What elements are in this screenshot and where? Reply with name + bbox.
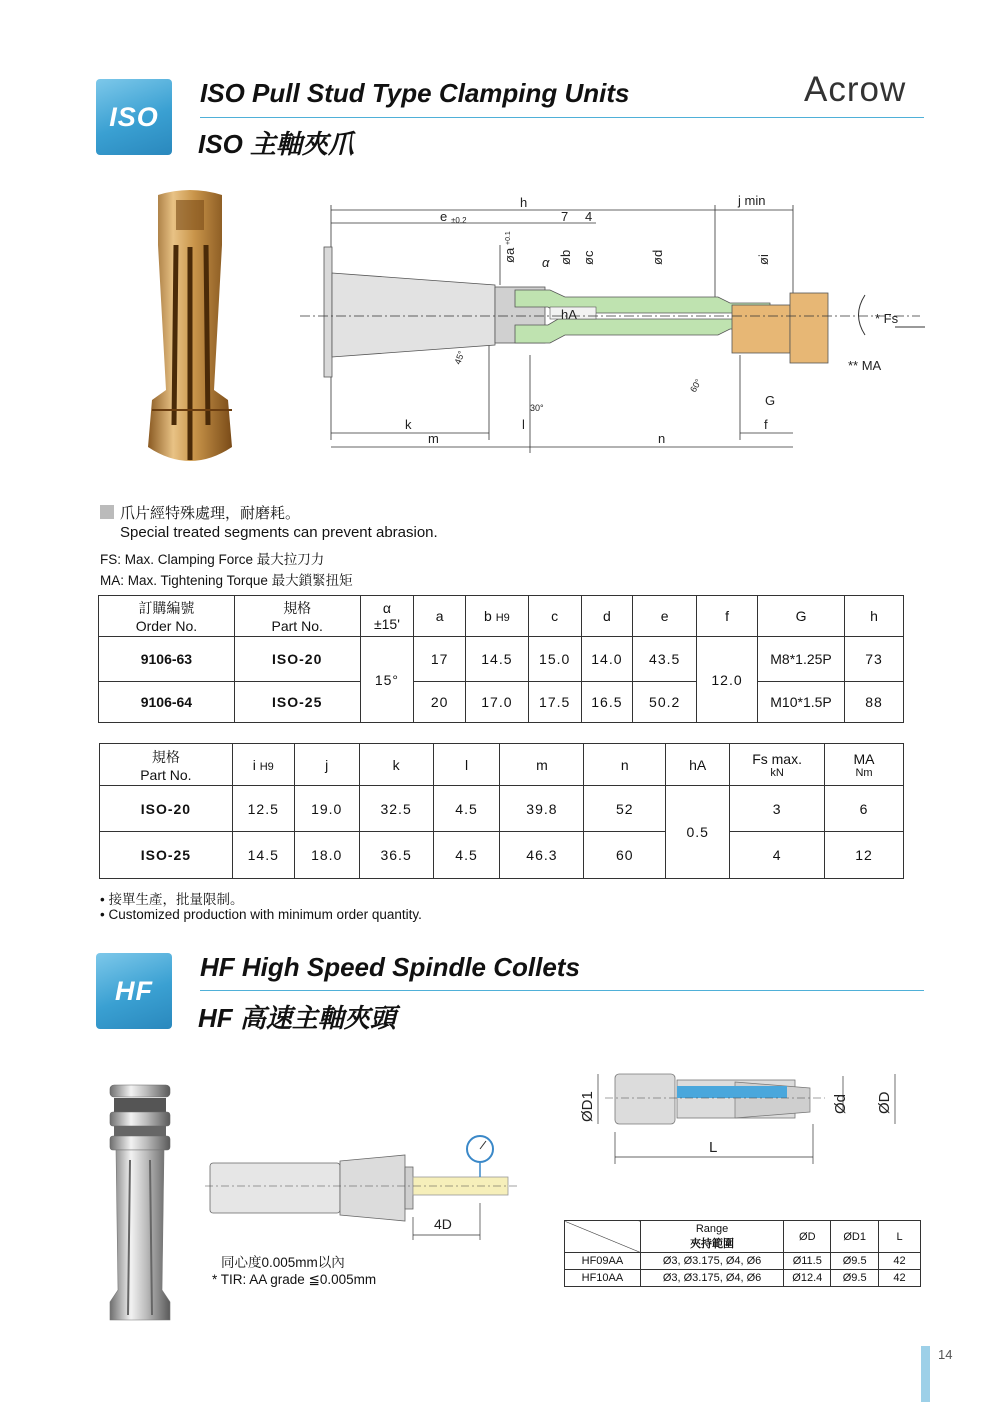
cell-order: 9106-63 xyxy=(99,637,235,682)
svg-text:ØD1: ØD1 xyxy=(579,1091,596,1122)
hf-title-en: HF High Speed Spindle Collets xyxy=(200,952,580,982)
th-j: j xyxy=(294,744,359,786)
th-fs: Fs max. kN xyxy=(730,744,825,786)
hf-th-od1: ØD1 xyxy=(831,1221,879,1253)
cell-n: 60 xyxy=(584,832,666,879)
svg-text:* Fs: * Fs xyxy=(875,311,899,326)
th-part: 規格 Part No. xyxy=(234,596,360,637)
cell-ma: 6 xyxy=(825,786,904,832)
cell-b: 17.0 xyxy=(465,682,528,723)
svg-text:L: L xyxy=(709,1139,718,1156)
cell-k: 36.5 xyxy=(359,832,433,879)
hf-collet-photo xyxy=(100,1080,180,1325)
svg-text:l: l xyxy=(522,417,525,432)
th-ma: MA Nm xyxy=(825,744,904,786)
th-a: a xyxy=(414,596,466,637)
brand-logo: Acrow xyxy=(804,70,907,109)
table-row xyxy=(565,1253,921,1270)
svg-text:Ød: Ød xyxy=(832,1093,849,1114)
bullet-square xyxy=(100,505,114,519)
svg-text:ød: ød xyxy=(650,249,665,265)
cell-e: 43.5 xyxy=(633,637,697,682)
svg-text:+0.1: +0.1 xyxy=(505,231,512,245)
cell-b: 14.5 xyxy=(465,637,528,682)
svg-text:h: h xyxy=(520,195,528,210)
hf-title-zh: HF 高速主軸夾頭 xyxy=(198,1003,396,1033)
iso-title-en: ISO Pull Stud Type Clamping Units xyxy=(200,78,630,108)
svg-text:e: e xyxy=(440,209,448,224)
hf-th-od: ØD xyxy=(784,1221,831,1253)
cell-h: 73 xyxy=(845,637,904,682)
fs-definition: FS: Max. Clamping Force 最大拉刀力 xyxy=(100,552,325,567)
svg-text:60°: 60° xyxy=(688,377,704,394)
cell-part: ISO-20 xyxy=(100,786,233,832)
table-row xyxy=(565,1270,921,1287)
cell-ma: 12 xyxy=(825,832,904,879)
cell-model: HF10AA xyxy=(565,1270,641,1287)
cell-e: 50.2 xyxy=(633,682,697,723)
th-alpha: α ±15' xyxy=(360,596,414,637)
cell-od1: Ø9.5 xyxy=(831,1253,879,1270)
th-order: 訂購編號 Order No. xyxy=(99,596,235,637)
page-number: 14 xyxy=(938,1347,953,1362)
cell-range: Ø3, Ø3.175, Ø4, Ø6 xyxy=(640,1270,783,1287)
cell-k: 32.5 xyxy=(359,786,433,832)
cell-c: 15.0 xyxy=(528,637,581,682)
hf-th-l: L xyxy=(879,1221,921,1253)
cell-g: M8*1.25P xyxy=(757,637,844,682)
table-row xyxy=(100,786,904,832)
cell-l: 42 xyxy=(879,1270,921,1287)
iso-title-rule xyxy=(200,117,924,118)
th-ha: hA xyxy=(666,744,730,786)
feature-zh: 爪片經特殊處理，耐磨耗。 xyxy=(120,505,301,522)
svg-text:øb: øb xyxy=(558,249,573,265)
hf-table-header-row xyxy=(565,1221,921,1253)
iso-collet-photo xyxy=(128,185,253,475)
th-h: h xyxy=(845,596,904,637)
cell-a: 17 xyxy=(414,637,466,682)
table-row xyxy=(99,682,904,723)
cell-l: 42 xyxy=(879,1253,921,1270)
svg-text:4D: 4D xyxy=(434,1216,452,1232)
svg-text:7: 7 xyxy=(561,209,569,224)
th-n: n xyxy=(584,744,666,786)
iso-title-zh: ISO 主軸夾爪 xyxy=(198,129,355,159)
svg-text:ØD: ØD xyxy=(876,1091,893,1114)
cell-i: 14.5 xyxy=(232,832,294,879)
iso-badge: ISO xyxy=(96,79,172,155)
hf-badge: HF xyxy=(96,953,172,1029)
cell-d: 16.5 xyxy=(581,682,633,723)
th-part: 規格 Part No. xyxy=(100,744,233,786)
cell-d: 14.0 xyxy=(581,637,633,682)
hf-table xyxy=(564,1220,921,1287)
cell-od: Ø11.5 xyxy=(784,1253,831,1270)
svg-text:m: m xyxy=(428,431,439,446)
svg-text:øa: øa xyxy=(502,247,517,263)
cell-alpha: 15° xyxy=(360,637,414,723)
table-row xyxy=(99,637,904,682)
table1-header-row xyxy=(99,596,904,637)
cell-m: 46.3 xyxy=(500,832,584,879)
hf-dim-drawing xyxy=(565,1062,905,1172)
table2-header-row xyxy=(100,744,904,786)
hf-title-rule xyxy=(200,990,924,991)
cell-c: 17.5 xyxy=(528,682,581,723)
cell-ha: 0.5 xyxy=(666,786,730,879)
cell-fs: 3 xyxy=(730,786,825,832)
cell-j: 19.0 xyxy=(294,786,359,832)
tir-zh: 同心度0.005mm以內 xyxy=(221,1255,345,1270)
th-m: m xyxy=(500,744,584,786)
svg-text:±0.2: ±0.2 xyxy=(451,216,467,225)
th-b: b H9 xyxy=(465,596,528,637)
svg-text:hA: hA xyxy=(561,307,577,322)
ma-definition: MA: Max. Tightening Torque 最大鎖緊扭矩 xyxy=(100,573,353,588)
cell-l: 4.5 xyxy=(433,786,500,832)
svg-text:G: G xyxy=(765,393,776,408)
page-number-bar xyxy=(921,1346,930,1402)
svg-text:4: 4 xyxy=(585,209,593,224)
cell-g: M10*1.5P xyxy=(757,682,844,723)
th-g: G xyxy=(757,596,844,637)
cell-od1: Ø9.5 xyxy=(831,1270,879,1287)
hf-tir-drawing xyxy=(205,1125,525,1250)
iso-tech-drawing xyxy=(300,185,930,455)
cell-l: 4.5 xyxy=(433,832,500,879)
svg-text:45°: 45° xyxy=(452,349,467,366)
svg-text:** MA: ** MA xyxy=(848,358,882,373)
th-c: c xyxy=(528,596,581,637)
th-f: f xyxy=(697,596,758,637)
svg-text:30°: 30° xyxy=(530,403,544,413)
cell-h: 88 xyxy=(845,682,904,723)
cell-fs: 4 xyxy=(730,832,825,879)
cell-j: 18.0 xyxy=(294,832,359,879)
feature-en: Special treated segments can prevent abrasion. xyxy=(120,524,438,541)
cell-m: 39.8 xyxy=(500,786,584,832)
cell-n: 52 xyxy=(584,786,666,832)
cell-part: ISO-25 xyxy=(234,682,360,723)
cell-order: 9106-64 xyxy=(99,682,235,723)
th-l: l xyxy=(433,744,500,786)
svg-text:øc: øc xyxy=(581,250,596,265)
svg-text:øi: øi xyxy=(756,254,771,265)
hf-th-range: Range 夾持範圍 xyxy=(640,1221,783,1253)
hf-th-diagonal xyxy=(565,1221,641,1253)
tir-en: * TIR: AA grade ≦0.005mm xyxy=(212,1272,377,1287)
spec-table-1 xyxy=(98,595,904,723)
cell-range: Ø3, Ø3.175, Ø4, Ø6 xyxy=(640,1253,783,1270)
cell-od: Ø12.4 xyxy=(784,1270,831,1287)
svg-text:f: f xyxy=(764,417,768,432)
cell-a: 20 xyxy=(414,682,466,723)
note-zh: • 接單生產，批量限制。 xyxy=(100,892,244,907)
th-i: i H9 xyxy=(232,744,294,786)
note-en: • Customized production with minimum order quantity. xyxy=(100,907,422,922)
svg-text:α: α xyxy=(542,255,550,270)
th-k: k xyxy=(359,744,433,786)
table-row xyxy=(100,832,904,879)
cell-f: 12.0 xyxy=(697,637,758,723)
spec-table-2 xyxy=(99,743,904,879)
svg-text:j min: j min xyxy=(738,193,766,208)
th-d: d xyxy=(581,596,633,637)
svg-text:k: k xyxy=(405,417,412,432)
cell-part: ISO-20 xyxy=(234,637,360,682)
svg-text:n: n xyxy=(658,431,666,446)
cell-i: 12.5 xyxy=(232,786,294,832)
th-e: e xyxy=(633,596,697,637)
cell-part: ISO-25 xyxy=(100,832,233,879)
cell-model: HF09AA xyxy=(565,1253,641,1270)
